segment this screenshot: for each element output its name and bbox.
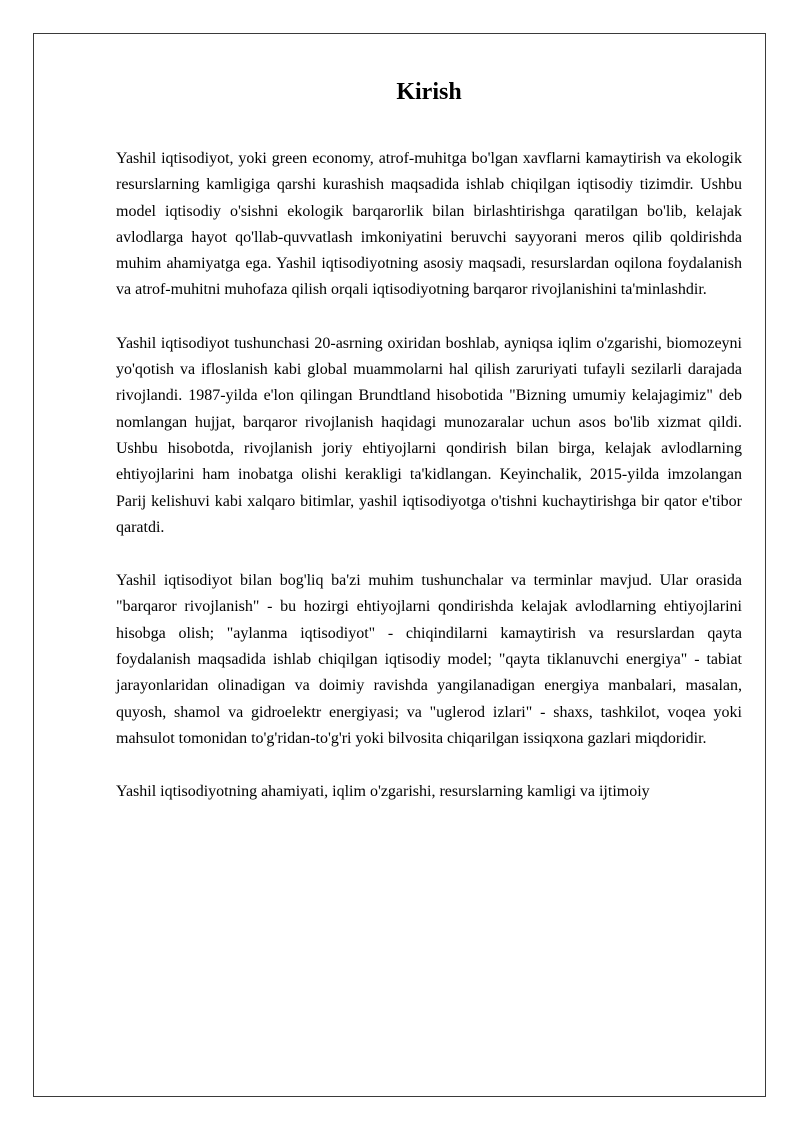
- paragraph-4: Yashil iqtisodiyotning ahamiyati, iqlim o'zgarishi, resurslarning kamligi va ijtimoiy: [116, 783, 650, 801]
- paragraph-1: Yashil iqtisodiyot, yoki green economy, atrof-muhitga bo'lgan xavflarni kamaytirish va ekologik resurslarning kamligiga qarshi kurashish maqsadida ishlab chiqilgan iqtisodiy tizimdir. Ushbu model iqtisodiy o'sishni ekologik barqarorlik bilan birlashtirishga qaratilgan bo'lib, kelajak avlodlarga hayot qo'llab-quvvatlash imkoniyatini beruvchi sayyorani meros qilib qoldirishda muhim ahamiyatga ega. Yashil iqtisodiyotning asosiy maqsadi, resurslardan oqilona foydalanish va atrof-muhitni muhofaza qilish orqali iqtisodiyotning barqaror rivojlanishini ta'minlashdir.: [116, 150, 742, 299]
- document-body: [116, 72, 742, 806]
- paragraph-2: Yashil iqtisodiyot tushunchasi 20-asrning oxiridan boshlab, ayniqsa iqlim o'zgarishi, biomozeyni yo'qotish va ifloslanish kabi global muammolarni hal qilish zaruriyati tufayli sezilarli darajada rivojlandi. 1987-yilda e'lon qilingan Brundtland hisobotida "Bizning umumiy kelajagimiz" deb nomlangan hujjat, barqaror rivojlanish haqidagi munozaralar uchun asos bo'lib xizmat qildi. Ushbu hisobotda, rivojlanish joriy ehtiyojlarni qondirish bilan birga, kelajak avlodlarning ehtiyojlarini ham inobatga olishi kerakligi ta'kidlangan. Keyinchalik, 2015-yilda imzolangan Parij kelishuvi kabi xalqaro bitimlar, yashil iqtisodiyotga o'tishni kuchaytirishga bir qator e'tibor qaratdi.: [116, 334, 742, 536]
- page-title: Kirish: [396, 79, 462, 105]
- paragraph-3: Yashil iqtisodiyot bilan bog'liq ba'zi muhim tushunchalar va terminlar mavjud. Ular orasida "barqaror rivojlanish" - bu hozirgi ehtiyojlarni qondirishda kelajak avlodlarning ehtiyojlarini hisobga olish; "aylanma iqtisodiyot" - chiqindilarni kamaytirish va resurslardan qayta foydalanish maqsadida ishlab chiqilgan iqtisodiy model; "qayta tiklanuvchi energiya" - tabiat jarayonlaridan olinadigan va doimiy ravishda yangilanadigan energiya manbalari, masalan, quyosh, shamol va gidroelektr energiyasi; va "uglerod izlari" - shaxs, tashkilot, voqea yoki mahsulot tomonidan to'g'ridan-to'g'ri yoki bilvosita chiqarilgan issiqxona gazlari miqdoridir.: [116, 572, 742, 747]
